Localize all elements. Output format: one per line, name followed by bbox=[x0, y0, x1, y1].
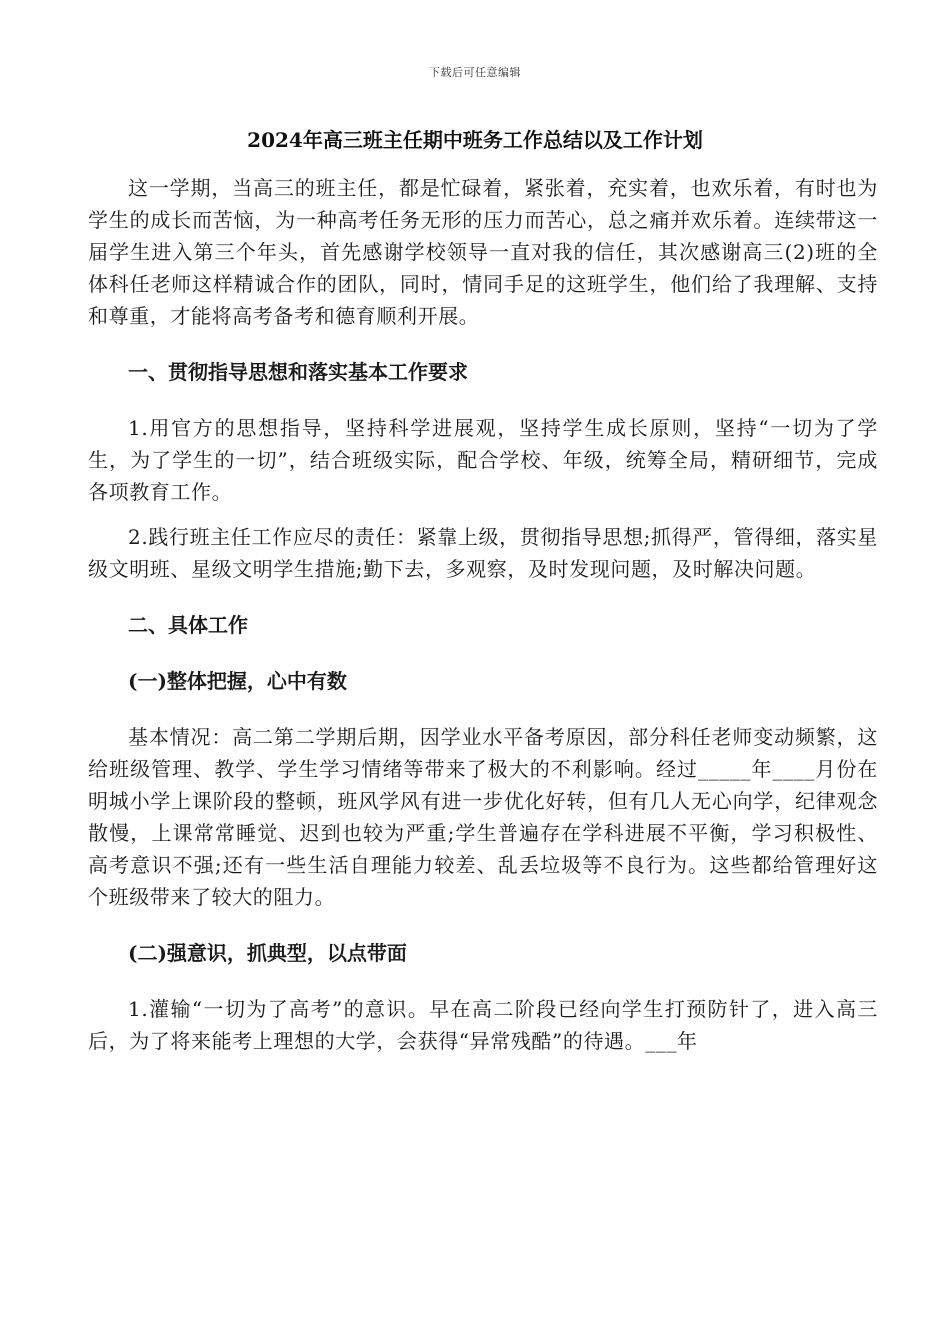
subsection2-heading: (二)强意识，抓典型，以点带面 bbox=[128, 941, 407, 965]
subsection1-heading: (一)整体把握，心中有数 bbox=[128, 669, 347, 693]
subsection2-paragraph: 1.灌输“一切为了高考”的意识。早在高二阶段已经向学生打预防针了，进入高三后，为了将来能考上理想的大学，会获得“异常残酷”的待遇。___年 bbox=[88, 997, 878, 1053]
page-title: 2024年高三班主任期中班务工作总结以及工作计划 bbox=[247, 128, 703, 152]
section1-heading: 一、贯彻指导思想和落实基本工作要求 bbox=[128, 360, 468, 384]
subsection1-paragraph: 基本情况：高二第二学期后期，因学业水平备考原因，部分科任老师变动频繁，这给班级管理、教学、学生学习情绪等带来了极大的不利影响。经过_____年____月份在明城小学上课阶段的整顿，班风学风有进一步优化好转，但有几人无心向学，纪律观念散慢，上课常常睡觉、迟到也较为严重;学生普遍存在学科进展不平衡，学习积极性、高考意识不强;还有一些生活自理能力较差、乱丢垃圾等不良行为。这些都给管理好这个班级带来了较大的阻力。 bbox=[88, 725, 878, 909]
section2-heading: 二、具体工作 bbox=[128, 613, 248, 637]
section1-paragraph-1: 1.用官方的思想指导，坚持科学进展观，坚持学生成长原则，坚持“一切为了学生，为了学生的一切”，结合班级实际，配合学校、年级，统筹全局，精研细节，完成各项教育工作。 bbox=[88, 416, 878, 504]
header-note: 下载后可任意编辑 bbox=[429, 66, 521, 79]
section1-paragraph-2: 2.践行班主任工作应尽的责任：紧靠上级，贯彻指导思想;抓得严，管得细，落实星级文明班、星级文明学生措施;勤下去，多观察，及时发现问题，及时解决问题。 bbox=[88, 525, 878, 581]
intro-paragraph: 这一学期，当高三的班主任，都是忙碌着，紧张着，充实着，也欢乐着，有时也为学生的成长而苦恼，为一种高考任务无形的压力而苦心，总之痛并欢乐着。连续带这一届学生进入第三个年头，首先感谢学校领导一直对我的信任，其次感谢高三(2)班的全体科任老师这样精诚合作的团队，同时，情同手足的这班学生，他们给了我理解、支持和尊重，才能将高考备考和德育顺利开展。 bbox=[88, 176, 878, 328]
document-body bbox=[88, 172, 878, 1057]
